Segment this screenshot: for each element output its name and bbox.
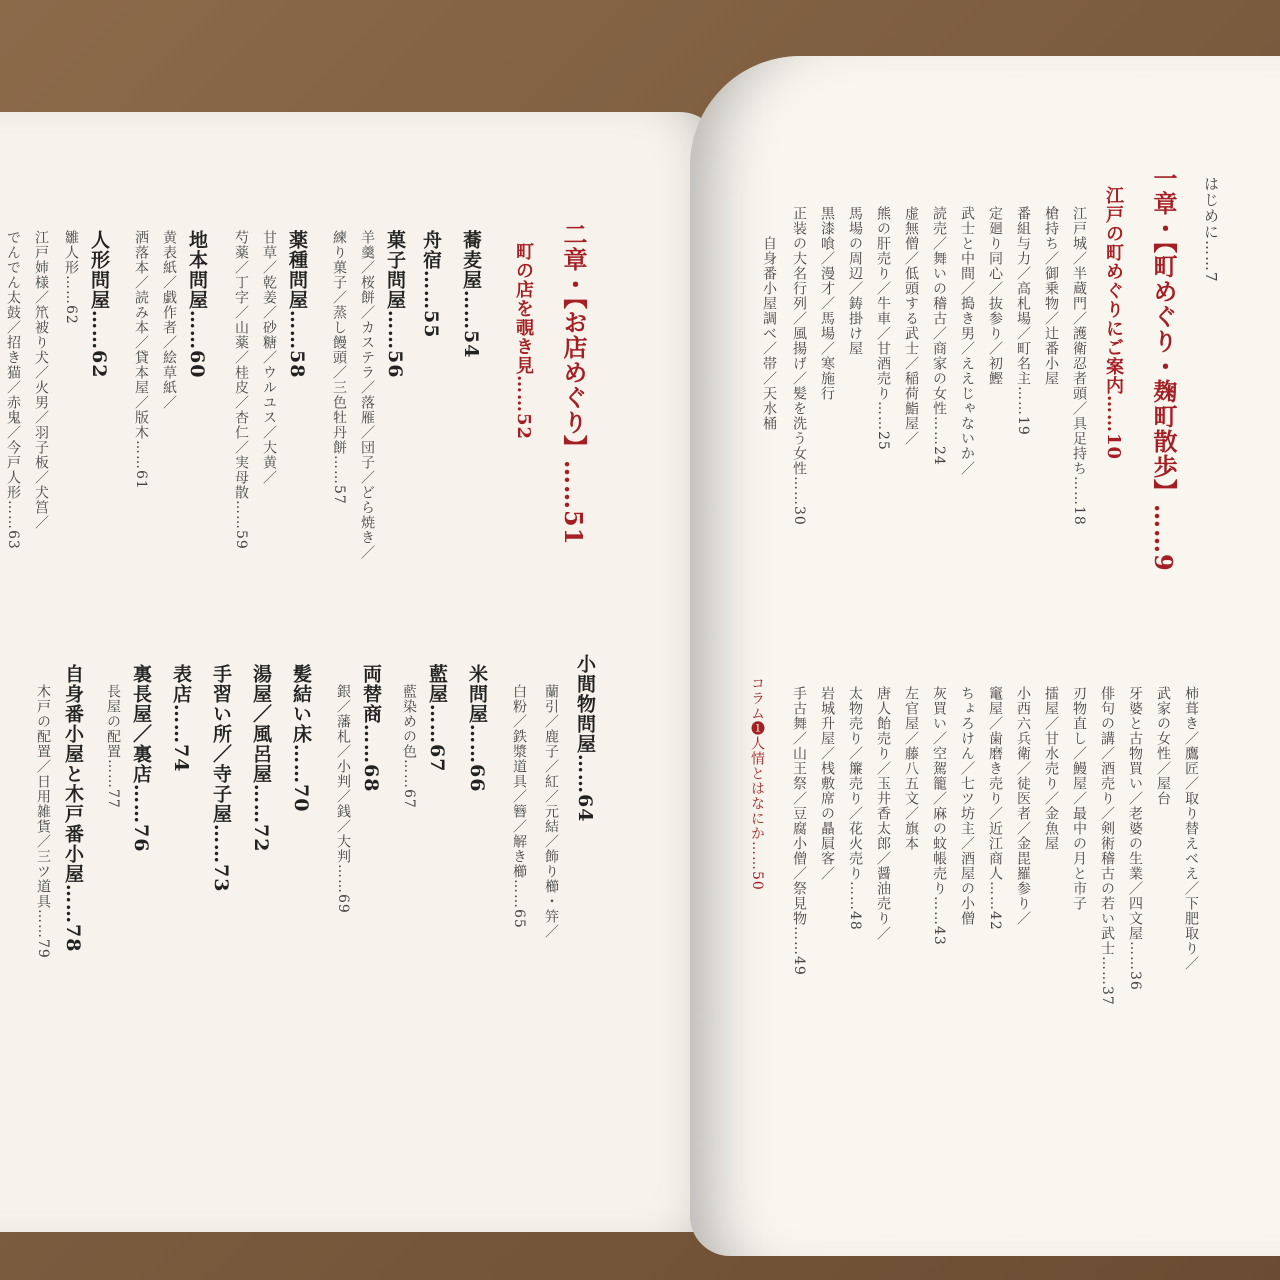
toc-sub: 自身番小屋調べ／帯／天水桶 <box>761 236 777 431</box>
toc-sub: 江戸城／半蔵門／護衛忍者頭／具足持ち……18 <box>1071 206 1087 526</box>
toc-sub: 江戸姉様／笊被り犬／火男／羽子板／犬筥／ <box>33 230 49 530</box>
toc-sub: 白粉／鉄漿道具／簪／解き櫛……65 <box>511 684 527 929</box>
toc-sub: 正装の大名行列／風揚げ／髪を洗う女性……30 <box>791 206 807 526</box>
toc-sub: 長屋の配置……77 <box>105 684 121 809</box>
section-title: 町の店を覗き見……52 <box>513 242 534 441</box>
toc-sub: 牙婆と古物買い／老婆の生業／四文屋……36 <box>1127 686 1143 991</box>
left-page <box>0 112 720 1232</box>
toc-sub: 黒漆喰／漫才／馬場／寒施行 <box>819 206 835 401</box>
toc-sub: 槍持ち／御乗物／辻番小屋 <box>1043 206 1059 386</box>
chapter-2-title: 二章・【お店めぐり】……51 <box>559 222 588 546</box>
toc-sub: 武士と中間／搗き男／ええじゃないか／ <box>959 206 975 476</box>
column-entry: コラム❶人情とはなにか……50 <box>749 676 765 891</box>
toc-item: 手習い所／寺子屋……73 <box>210 664 232 893</box>
toc-sub: 岩城升屋／桟敷席の贔屓客／ <box>819 686 835 881</box>
toc-sub: 雛人形……62 <box>63 230 79 325</box>
toc-sub: 銀／藩札／小判／銭／大判……69 <box>335 684 351 914</box>
toc-sub: 唐人飴売り／玉井香太郎／醤油売り／ <box>875 686 891 941</box>
toc-sub: 番組与力／高札場／町名主……19 <box>1015 206 1031 436</box>
toc-sub: 太物売り／簾売り／花火売り……48 <box>847 686 863 931</box>
toc-item: 自身番小屋と木戸番小屋……78 <box>62 664 84 953</box>
toc-sub: 小西六兵衛／徒医者／金毘羅参り／ <box>1015 686 1031 926</box>
toc-sub: 黄表紙／戯作者／絵草紙／ <box>161 230 177 410</box>
toc-item: 表店……74 <box>170 664 192 773</box>
toc-sub: 羊羹／桜餅／カステラ／落雁／団子／どら焼き／ <box>359 230 375 560</box>
toc-item: 裏長屋／裏店……76 <box>130 664 152 853</box>
toc-sub: 芍薬／丁字／山薬／桂皮／杏仁／実母散……59 <box>233 230 249 550</box>
chapter-1-title: 一章・【町めぐり・麹町散歩】……9 <box>1149 166 1178 572</box>
toc-item: 米問屋……66 <box>466 664 488 793</box>
toc-sub: 読売／舞いの稽古／商家の女性……24 <box>931 206 947 466</box>
toc-sub: 虚無僧／低頭する武士／稲荷鮨屋／ <box>903 206 919 446</box>
toc-item: 地本問屋……60 <box>186 230 208 379</box>
toc-sub: 洒落本／読み本／貸本屋／版木……61 <box>133 230 149 490</box>
toc-sub: 武家の女性／屋台 <box>1155 686 1171 806</box>
toc-sub: 竃屋／歯磨き売り／近江商人……42 <box>987 686 1003 931</box>
toc-sub: でんでん太鼓／招き猫／赤鬼／今戸人形……63 <box>5 230 21 550</box>
toc-item: 小間物問屋……64 <box>574 654 596 823</box>
toc-item: 薬種問屋……58 <box>286 230 308 379</box>
toc-sub: 手古舞／山王祭／豆腐小僧／祭見物……49 <box>791 686 807 976</box>
toc-sub: 刃物直し／鰻屋／最中の月と市子 <box>1071 686 1087 911</box>
toc-sub: 灰買い／空駕籠／麻の蚊帳売り……43 <box>931 686 947 946</box>
toc-sub: 俳句の講／酒売り／剣術稽古の若い武士……37 <box>1099 686 1115 1006</box>
toc-item: 菓子問屋……56 <box>384 230 406 379</box>
toc-sub: 木戸の配置／日用雑貨／三ツ道具……79 <box>35 684 51 959</box>
toc-item: 舟宿……55 <box>420 230 442 339</box>
toc-sub: 左官屋／藤八五文／旗本 <box>903 686 919 851</box>
section-title: 江戸の町めぐりにご案内……10 <box>1103 186 1124 461</box>
toc-sub: 熊の肝売り／牛車／甘酒売り……25 <box>875 206 891 451</box>
toc-item: 藍屋……67 <box>426 664 448 773</box>
toc-item: 両替商……68 <box>360 664 382 793</box>
toc-sub: 擂屋／甘水売り／金魚屋 <box>1043 686 1059 851</box>
toc-sub: 練り菓子／蒸し饅頭／三色牡丹餅……57 <box>331 230 347 505</box>
toc-sub: 馬場の周辺／鋳掛け屋 <box>847 206 863 356</box>
intro-entry: はじめに……7 <box>1202 176 1220 283</box>
toc-sub: 甘草／乾姜／砂糖／ウルユス／大黄／ <box>261 230 277 485</box>
toc-item: 蕎麦屋……54 <box>460 230 482 359</box>
toc-sub: 蘭引／鹿子／紅／元結／飾り櫛・笄／ <box>543 684 559 939</box>
toc-sub: 柿葺き／鷹匠／取り替えべえ／下肥取り／ <box>1183 686 1199 971</box>
toc-sub: 定廻り同心／抜参り／初鰹 <box>987 206 1003 386</box>
right-page <box>690 56 1280 1256</box>
toc-item: 湯屋／風呂屋……72 <box>250 664 272 853</box>
toc-item: 髪結い床……70 <box>290 664 312 813</box>
toc-sub: 藍染めの色……67 <box>401 684 417 809</box>
toc-item: 人形問屋……62 <box>88 230 110 379</box>
toc-sub: ちょろけん／七ツ坊主／酒屋の小僧 <box>959 686 975 926</box>
